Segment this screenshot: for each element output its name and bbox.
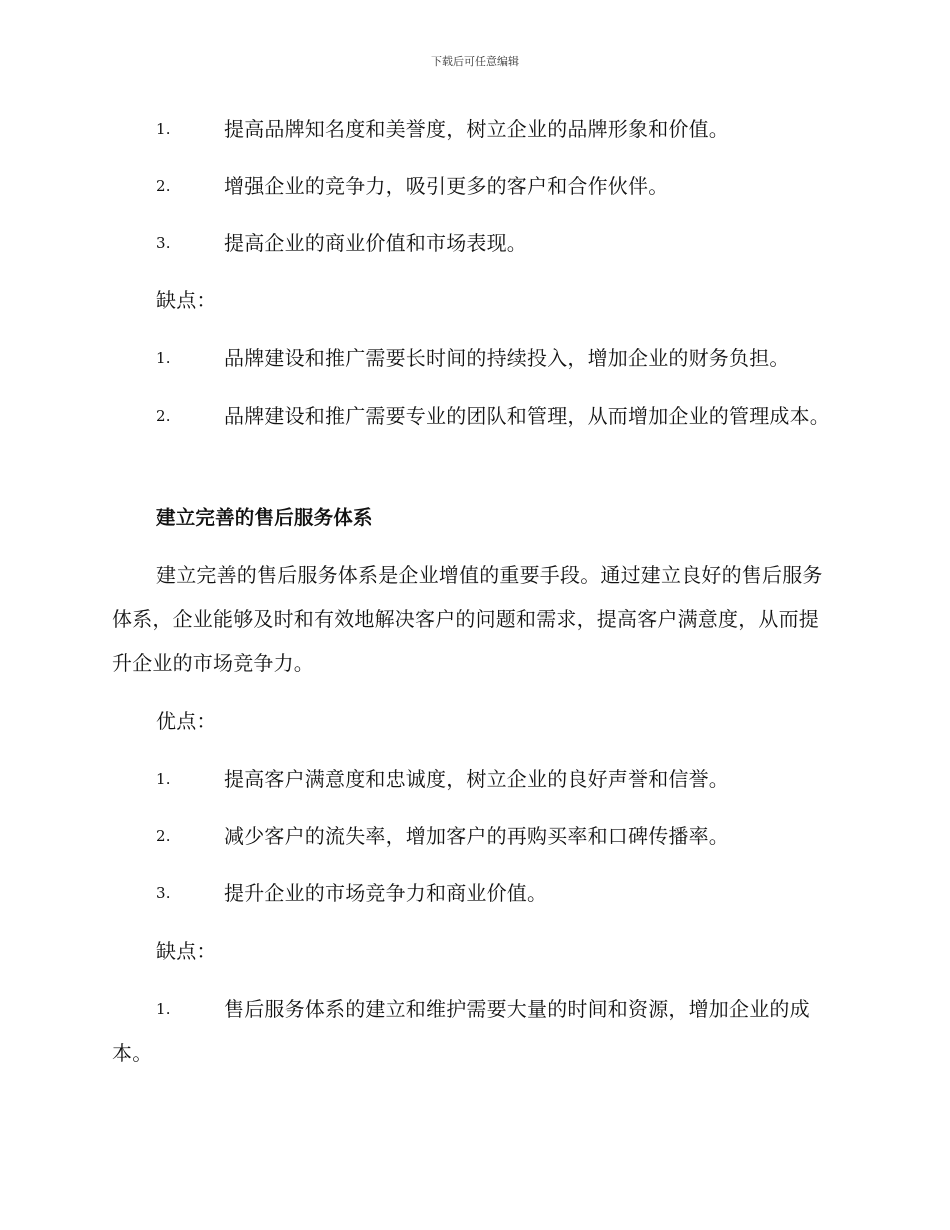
list-item (112, 164, 836, 208)
list-item (112, 394, 836, 438)
list-item (112, 221, 836, 265)
list-text: 品牌建设和推广需要专业的团队和管理，从而增加企业的管理成本。 (224, 404, 830, 428)
cons-label: 缺点： (156, 288, 217, 312)
list-number: 2. (156, 177, 171, 195)
list-text: 提高品牌知名度和美誉度，树立企业的品牌形象和价值。 (224, 117, 729, 141)
list-number: 1. (156, 349, 171, 367)
body-paragraph: 建立完善的售后服务体系是企业增值的重要手段。通过建立良好的售后服务体系，企业能够及时和有效地解决客户的问题和需求，提高客户满意度，从而提升企业的市场竞争力。 (112, 563, 823, 675)
list-number: 1. (156, 120, 171, 138)
list-item (112, 336, 836, 380)
list-item (112, 871, 836, 915)
list-number: 3. (156, 884, 171, 902)
list-text: 减少客户的流失率，增加客户的再购买率和口碑传播率。 (224, 824, 729, 848)
list-item (112, 814, 836, 858)
list-item (112, 987, 836, 1075)
list-text: 提高企业的商业价值和市场表现。 (224, 231, 527, 255)
list-text: 售后服务体系的建立和维护需要大量的时间和资源，增加企业的成本。 (112, 997, 810, 1065)
list-item (112, 757, 836, 801)
list-text: 提高客户满意度和忠诚度，树立企业的良好声誉和信誉。 (224, 767, 729, 791)
list-number: 1. (156, 1000, 171, 1018)
pros-label: 优点： (156, 709, 217, 733)
list-number: 3. (156, 234, 171, 252)
section-heading: 建立完善的售后服务体系 (156, 506, 373, 529)
page-header: 下载后可任意编辑 (431, 55, 519, 68)
list-text: 品牌建设和推广需要长时间的持续投入，增加企业的财务负担。 (224, 346, 790, 370)
list-number: 2. (156, 407, 171, 425)
list-item (112, 107, 836, 151)
list-text: 增强企业的竞争力，吸引更多的客户和合作伙伴。 (224, 174, 669, 198)
list-text: 提升企业的市场竞争力和商业价值。 (224, 881, 548, 905)
list-number: 1. (156, 770, 171, 788)
list-number: 2. (156, 827, 171, 845)
cons-label: 缺点： (156, 939, 217, 963)
